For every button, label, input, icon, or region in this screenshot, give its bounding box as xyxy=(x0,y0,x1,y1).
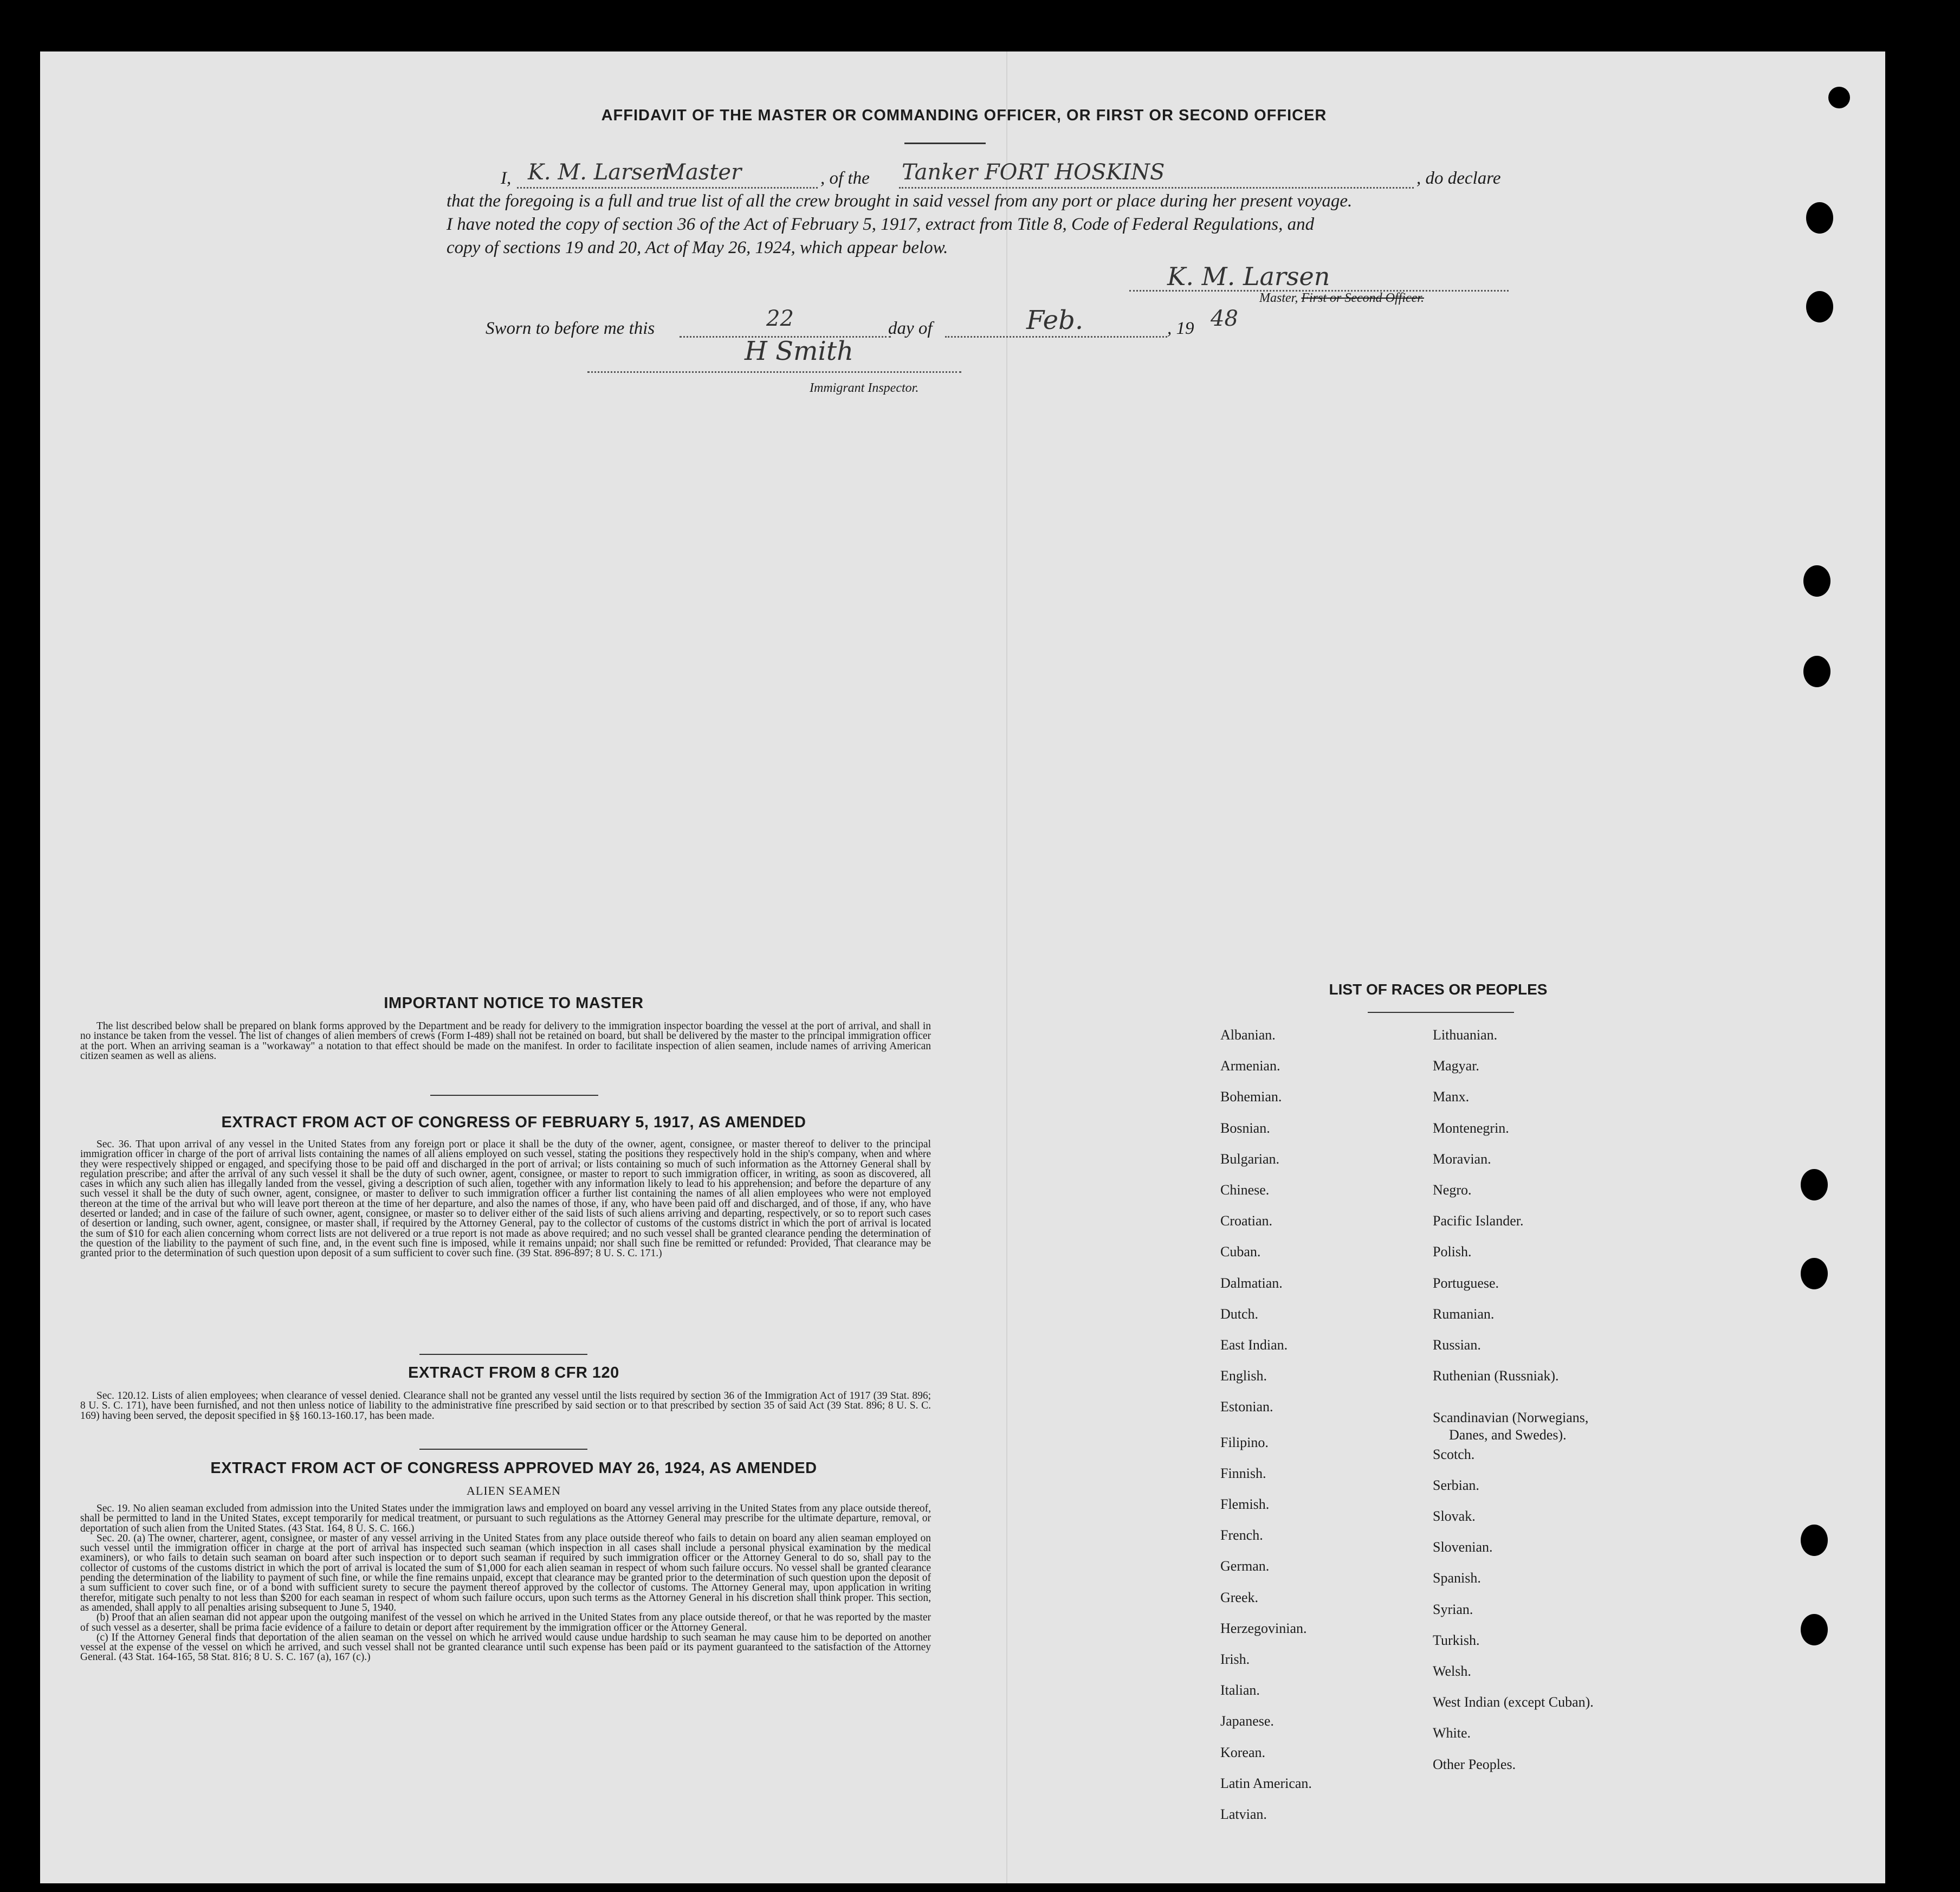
race-item: Armenian. xyxy=(1220,1058,1280,1074)
sworn-prefix: Sworn to before me this xyxy=(486,319,655,338)
race-item: Spanish. xyxy=(1433,1570,1481,1586)
punch-hole xyxy=(1801,1614,1828,1645)
race-item: Negro. xyxy=(1433,1182,1472,1198)
punch-hole xyxy=(1806,202,1833,234)
extract-1917-heading: EXTRACT FROM ACT OF CONGRESS OF FEBRUARY 5, 1917, AS AMENDED xyxy=(221,1114,806,1131)
race-item: Russian. xyxy=(1433,1337,1481,1353)
year-handwritten: 48 xyxy=(1211,306,1238,331)
race-item: English. xyxy=(1220,1368,1267,1384)
month-handwritten: Feb. xyxy=(1026,305,1084,335)
section-rule xyxy=(419,1449,587,1450)
vessel-dotted-line xyxy=(899,187,1414,189)
day-of-text: day of xyxy=(888,319,933,338)
race-item: Turkish. xyxy=(1433,1632,1480,1648)
extract-cfr-text xyxy=(80,1391,931,1421)
race-item: Flemish. xyxy=(1220,1496,1270,1512)
section-36-paragraph: Sec. 36. That upon arrival of any vessel in the United States from any foreign port or place it shall be the duty of the owner, agent, consignee, or master thereof to deliver to the principal immigration officer in charge of the port of arrival lists containing the names of all aliens employed on such vessel, stating the positions they respectively hold in the ship's company, when and where they were respectively shipped or engaged, and specifying those to be paid off and discharged in the port of arrival; or lists containing so much of such information as the Attorney General shall by regulation prescribe; and after the arrival of any such vessel it shall be the duty of such owner, agent, consignee, or master to report to such immigration officer, in writing, as soon as discovered, all cases in which any such alien has illegally landed from the vessel, giving a description of such alien, together with any information likely to lead to his apprehension; and before the departure of any such vessel it shall be the duty of such owner, agent, consignee, or master to deliver to such immigration officer a further list containing the names of all alien employees who were not employed thereon at the time of the arrival but who will leave port thereon at the time of her departure, and also the names of those, if any, who have been paid off and discharged, and of those, if any, who have deserted or landed; and in case of the failure of such owner, agent, consignee, or master so to deliver either of the said lists of such aliens arriving and departing, respectively, or so to report such cases of desertion or landing, such owner, agent, consignee, or master shall, if required by the Attorney General, pay to the collector of customs of the customs district in which the port of arrival is located the sum of $10 for each alien concerning whom correct lists are not delivered or a true report is not made as above required; and no such vessel shall be granted clearance pending the determination of the question of the liability to the payment of such fine, and, in the event such fine is imposed, while it remains unpaid; nor shall such fine be remitted or refunded: Provided, That clearance may be granted prior to the determination of such question upon deposit of a sum sufficient to cover such fine. (39 Stat. 896-897; 8 U. S. C. 171.) xyxy=(80,1139,931,1260)
race-item: Dalmatian. xyxy=(1220,1275,1283,1291)
race-item: Finnish. xyxy=(1220,1465,1266,1481)
race-item: Rumanian. xyxy=(1433,1306,1495,1322)
vessel-name-handwritten: Tanker FORT HOSKINS xyxy=(902,160,1165,185)
race-item: Portuguese. xyxy=(1433,1275,1499,1291)
race-item: Scandinavian (Norwegians, xyxy=(1433,1410,1589,1426)
race-item: Slovenian. xyxy=(1433,1539,1493,1555)
section-20b-paragraph: (b) Proof that an alien seaman did not appear upon the outgoing manifest of the vessel on which he arrived in the United States from any place outside thereof, or that he was reported by the master of such vessel as a deserter, shall be prima facie evidence of a failure to detain or deport after requirement by the immigration officer or the Attorney General. xyxy=(80,1612,931,1633)
race-item: Other Peoples. xyxy=(1433,1756,1516,1772)
extract-cfr-heading: EXTRACT FROM 8 CFR 120 xyxy=(408,1364,619,1381)
punch-hole xyxy=(1806,291,1833,322)
punch-hole xyxy=(1801,1169,1828,1200)
race-item: Korean. xyxy=(1220,1744,1266,1760)
race-item: Ruthenian (Russniak). xyxy=(1433,1368,1559,1384)
section-rule xyxy=(430,1095,598,1096)
section-20c-paragraph: (c) If the Attorney General finds that deportation of the alien seaman on the vessel on which he arrived would cause undue hardship to such seaman he may cause him to be deported on another vessel at the expense of the vessel on which he arrived, and such vessel shall not be granted clearance until such expense has been paid or its payment guaranteed to the satisfaction of the Attorney General. (43 Stat. 164-165, 58 Stat. 816; 8 U. S. C. 167 (a), 167 (c).) xyxy=(80,1631,931,1663)
race-item: Polish. xyxy=(1433,1244,1472,1260)
month-dotted-line xyxy=(945,336,1167,338)
race-item: Cuban. xyxy=(1220,1244,1261,1260)
race-item: Latin American. xyxy=(1220,1775,1312,1791)
race-item: West Indian (except Cuban). xyxy=(1433,1694,1594,1710)
races-rule xyxy=(1368,1012,1514,1013)
affidavit-line3: I have noted the copy of section 36 of the Act of February 5, 1917, extract from Title 8, Code of Federal Regulations, and xyxy=(447,215,1315,234)
name-dotted-line xyxy=(517,187,818,189)
punch-hole xyxy=(1828,87,1850,108)
punch-hole xyxy=(1801,1258,1828,1289)
of-the-text: , of the xyxy=(820,169,870,188)
race-item: Manx. xyxy=(1433,1089,1470,1105)
race-item: Lithuanian. xyxy=(1433,1027,1498,1043)
inspector-dotted-line xyxy=(587,371,961,373)
race-item: Serbian. xyxy=(1433,1477,1479,1493)
punch-hole xyxy=(1801,1525,1828,1556)
document-page xyxy=(40,51,1885,1883)
notice-paragraph: The list described below shall be prepared on blank forms approved by the Department and be ready for delivery to the immigration inspector boarding the vessel at the port of arrival, and shall in no instance be taken from the vessel. The list of changes of alien members of crews (Form I-489) shall not be retained on board, but shall be delivered by the master to the principal immigration officer at the port. When an arriving seaman is a "workaway" a notation to that effect should be made on the manifest. In order to facilitate inspection of alien seamen, include names of arriving American citizen seamen as well as aliens. xyxy=(80,1021,931,1062)
extract-1917-text xyxy=(80,1140,931,1259)
race-item: Pacific Islander. xyxy=(1433,1213,1524,1229)
year-prefix: , 19 xyxy=(1167,319,1194,338)
races-heading: LIST OF RACES OR PEOPLES xyxy=(1329,981,1548,998)
race-item: Irish. xyxy=(1220,1651,1250,1667)
day-handwritten: 22 xyxy=(766,306,794,331)
do-declare-text: , do declare xyxy=(1416,169,1501,188)
race-item: Italian. xyxy=(1220,1682,1260,1699)
extract-1924-text xyxy=(80,1504,931,1663)
section-120-paragraph: Sec. 120.12. Lists of alien employees; when clearance of vessel denied. Clearance shall not be granted any vessel until the lists required by section 36 of the Immigration Act of 1917 (39 Stat. 896; 8 U. S. C. 171), have been furnished, and not then unless notice of liability to the administrative fine prescribed by said section or to that prescribed by section 35 of said Act (39 Stat. 896; 8 U. S. C. 169) having been served, the deposit specified in §§ 160.13-160.17, has been made. xyxy=(80,1390,931,1422)
extract-1924-heading: EXTRACT FROM ACT OF CONGRESS APPROVED MAY 26, 1924, AS AMENDED xyxy=(210,1460,817,1477)
race-item: Montenegrin. xyxy=(1433,1120,1509,1136)
section-20a-paragraph: Sec. 20. (a) The owner, charterer, agent, consignee, or master of any vessel arriving in the United States from any place outside thereof who fails to detain on board any alien seaman employed on such vessel until the immigration officer in charge at the port of arrival has inspected such seaman (which inspection in all cases shall include a personal physical examination by the medical examiners), or who fails to detain such seaman on board after such inspection or to deport such seaman if required by such immigration officer or the Attorney General to do so, shall pay to the collector of customs of the customs district in which the port of arrival is located the sum of $1,000 for each alien seaman in respect of whom such failure occurs. No vessel shall be granted clearance pending the determination of the liability to payment of such fine, or while the fine remains unpaid, except that clearance may be granted prior to the determination of such question upon the deposit of a sum sufficient to cover such fine, or of a bond with sufficient surety to secure the payment thereof approved by the collector of customs. The Attorney General may, upon application in writing therefor, mitigate such penalty to not less than $200 for each seaman in respect of whom such failure occurs, upon such terms as the Attorney General in his discretion shall think proper. This section, as amended, shall apply to all penalties arising subsequent to June 5, 1940. xyxy=(80,1532,931,1613)
race-item: Filipino. xyxy=(1220,1434,1269,1450)
signature-caption xyxy=(1259,290,1424,306)
race-item: Moravian. xyxy=(1433,1151,1491,1167)
race-item: German. xyxy=(1220,1558,1270,1574)
affidavit-line2: that the foregoing is a full and true list of all the crew brought in said vessel from any port or place during her present voyage. xyxy=(447,191,1353,211)
race-item: Estonian. xyxy=(1220,1399,1273,1415)
section-19-paragraph: Sec. 19. No alien seaman excluded from admission into the United States under the immigration laws and employed on board any vessel arriving in the United States from any place outside thereof, shall be permitted to land in the United States, except temporarily for medical treatment, or pursuant to such regulations as the Attorney General may prescribe for the ultimate departure, removal, or deportation of such alien from the United States. (43 Stat. 164, 8 U. S. C. 166.) xyxy=(80,1503,931,1534)
race-item: Bosnian. xyxy=(1220,1120,1270,1136)
punch-hole xyxy=(1803,656,1830,687)
race-item: Japanese. xyxy=(1220,1713,1274,1729)
section-rule xyxy=(419,1354,587,1355)
race-item: White. xyxy=(1433,1725,1471,1741)
race-item: Herzegovinian. xyxy=(1220,1620,1307,1636)
race-item: French. xyxy=(1220,1527,1263,1544)
race-item: Latvian. xyxy=(1220,1806,1267,1822)
inspector-caption: Immigrant Inspector. xyxy=(810,381,919,395)
master-rank-handwritten: Master xyxy=(663,160,742,185)
heading-rule xyxy=(904,143,986,144)
race-item: Syrian. xyxy=(1433,1601,1473,1617)
race-item: Bohemian. xyxy=(1220,1089,1282,1105)
race-item: Dutch. xyxy=(1220,1306,1259,1322)
notice-heading: IMPORTANT NOTICE TO MASTER xyxy=(384,995,644,1012)
fold-line xyxy=(1006,51,1007,1883)
race-item: Slovak. xyxy=(1433,1508,1476,1524)
race-item: Albanian. xyxy=(1220,1027,1276,1043)
race-item: Chinese. xyxy=(1220,1182,1270,1198)
notice-text xyxy=(80,1022,931,1061)
struck-caption: First or Second Officer. xyxy=(1301,291,1424,305)
master-signature: K. M. Larsen xyxy=(1167,262,1330,291)
race-item: Magyar. xyxy=(1433,1058,1479,1074)
inspector-signature: H Smith xyxy=(745,336,854,366)
race-item: East Indian. xyxy=(1220,1337,1288,1353)
race-item: Croatian. xyxy=(1220,1213,1273,1229)
alien-seamen-subheading: ALIEN SEAMEN xyxy=(467,1484,561,1497)
affidavit-line4: copy of sections 19 and 20, Act of May 26, 1924, which appear below. xyxy=(447,238,948,257)
master-caption: Master, xyxy=(1259,291,1298,305)
punch-hole xyxy=(1803,565,1830,597)
race-item: Danes, and Swedes). xyxy=(1449,1427,1567,1443)
race-item: Greek. xyxy=(1220,1589,1259,1605)
race-item: Bulgarian. xyxy=(1220,1151,1280,1167)
master-name-handwritten: K. M. Larsen xyxy=(528,160,670,185)
race-item: Welsh. xyxy=(1433,1663,1471,1679)
i-prefix: I, xyxy=(501,169,512,188)
race-item: Scotch. xyxy=(1433,1446,1475,1462)
affidavit-heading: AFFIDAVIT OF THE MASTER OR COMMANDING OFFICER, OR FIRST OR SECOND OFFICER xyxy=(601,107,1327,124)
